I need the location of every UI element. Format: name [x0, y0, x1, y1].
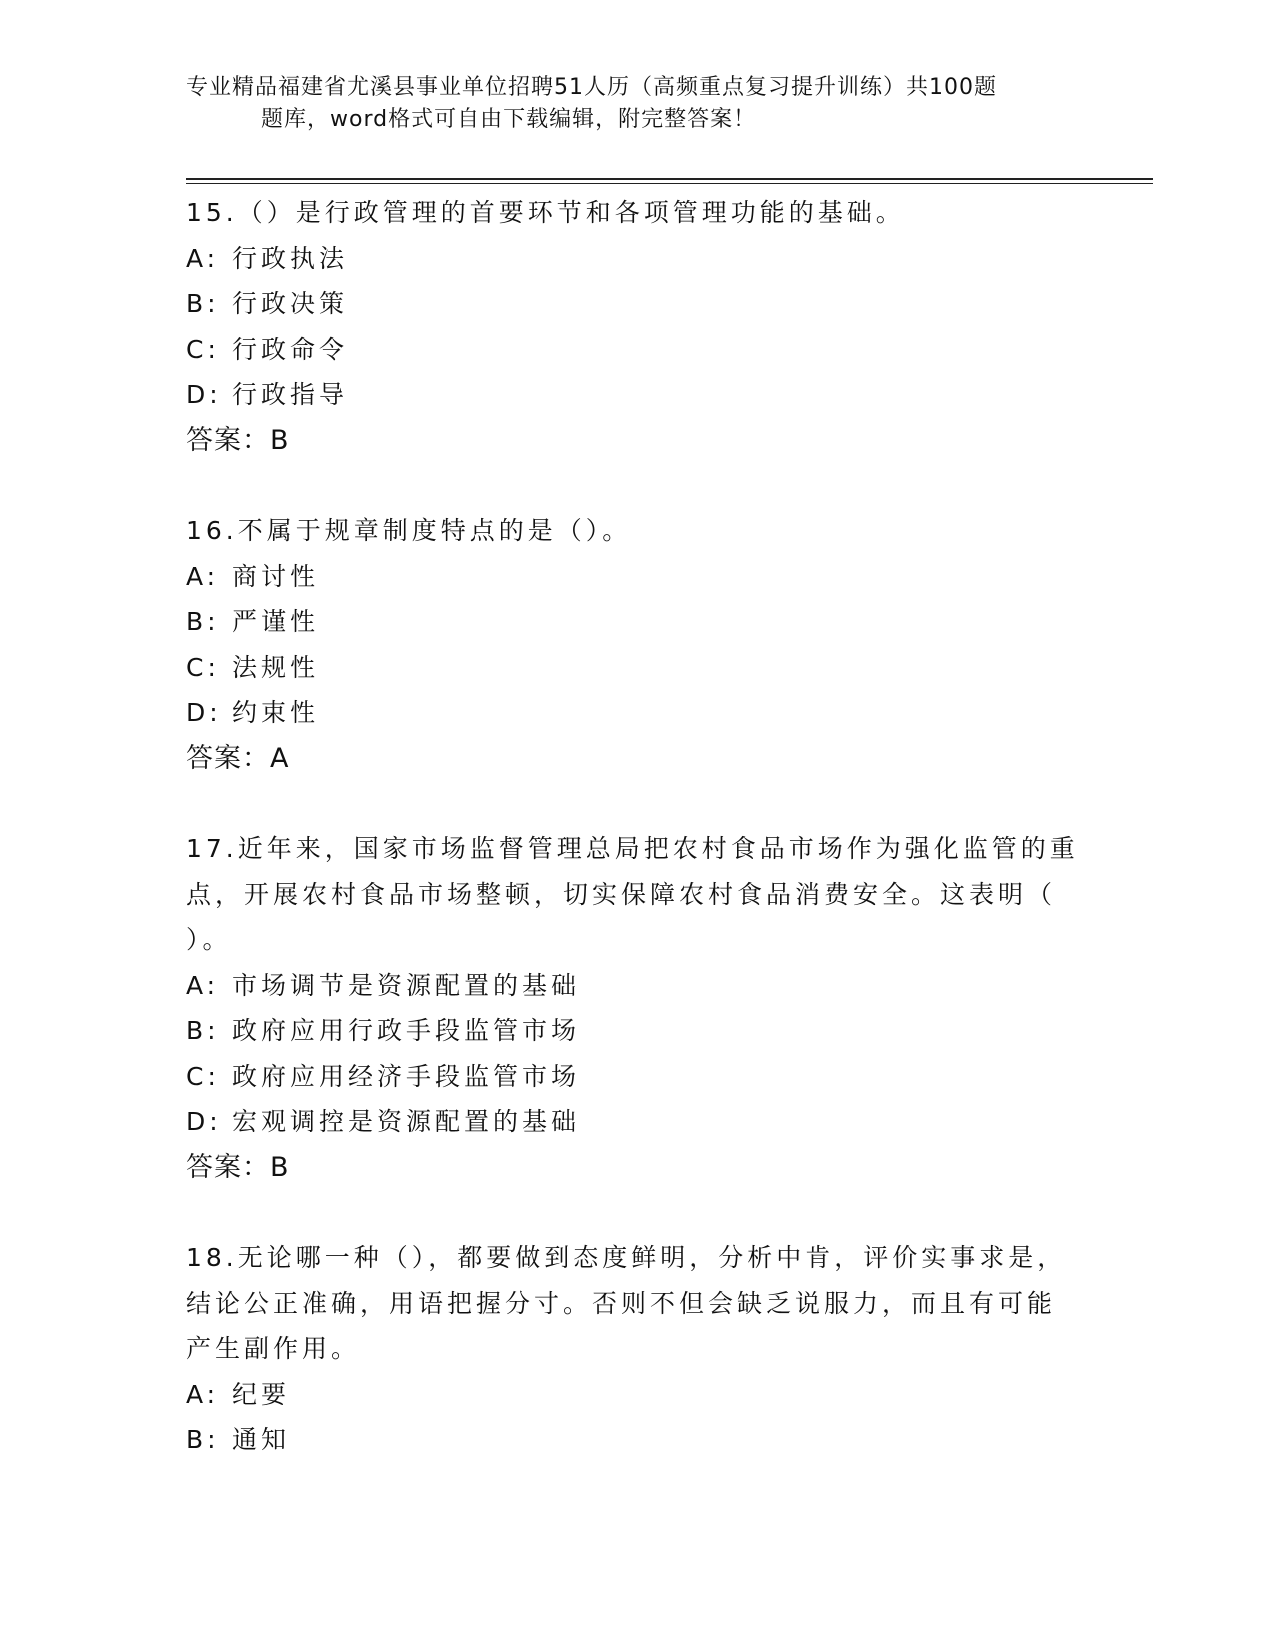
header-title-line2: 题库，word格式可自由下载编辑，附完整答案！	[261, 107, 757, 132]
option-text: 通知	[232, 1425, 291, 1454]
option-text: 严谨性	[232, 607, 320, 636]
option-c	[186, 645, 1086, 691]
option-text: 行政命令	[232, 334, 349, 364]
question-number: 17.	[186, 834, 238, 863]
question-stem	[186, 826, 1086, 963]
option-key: D:	[186, 380, 222, 409]
question-stem	[186, 508, 1086, 554]
question-stem-line	[186, 1235, 1086, 1281]
question-17	[186, 826, 1086, 1190]
option-b	[186, 281, 1086, 327]
question-15	[186, 190, 1086, 463]
question-stem-line	[186, 826, 1086, 872]
option-key: B:	[186, 1016, 220, 1045]
option-d	[186, 1099, 1086, 1145]
option-key: B:	[186, 607, 220, 636]
option-text: 市场调节是资源配置的基础	[232, 970, 581, 1000]
document-header	[186, 72, 1086, 136]
option-c	[186, 327, 1086, 373]
option-text: 法规性	[232, 652, 320, 682]
header-title-line1: 专业精品福建省尤溪县事业单位招聘51人历（高频重点复习提升训练）共100题	[186, 75, 997, 100]
option-text: 约束性	[232, 698, 320, 727]
option-b	[186, 1417, 1086, 1463]
header-rule-thick	[186, 178, 1153, 180]
option-key: A:	[186, 561, 220, 591]
option-d	[186, 690, 1086, 736]
question-stem-line: （）是行政管理的首要环节和各项管理功能的基础。	[237, 198, 905, 227]
option-d	[186, 372, 1086, 418]
option-key: C:	[186, 334, 220, 364]
question-stem-text: 近年来，国家市场监督管理总局把农村食品市场作为强化监管的重	[237, 834, 1079, 863]
option-b	[186, 599, 1086, 645]
question-stem-line: 产生副作用。	[186, 1334, 361, 1363]
question-stem-line: 结论公正准确，用语把握分寸。否则不但会缺乏说服力，而且有可能	[186, 1288, 1057, 1318]
question-stem	[186, 1235, 1086, 1372]
option-key: A:	[186, 243, 220, 273]
option-key: A:	[186, 1379, 220, 1409]
option-text: 宏观调控是资源配置的基础	[232, 1107, 581, 1136]
option-key: B:	[186, 1425, 220, 1454]
answer-label: 答案：A	[186, 742, 290, 774]
option-text: 行政指导	[232, 380, 349, 409]
answer-label: 答案：B	[186, 424, 290, 456]
option-key: A:	[186, 970, 220, 1000]
question-18	[186, 1235, 1086, 1463]
answer-label: 答案：B	[186, 1151, 290, 1183]
question-stem-text: 无论哪一种（），都要做到态度鲜明，分析中肯，评价实事求是，	[237, 1243, 1067, 1272]
option-a	[186, 554, 1086, 600]
option-a	[186, 236, 1086, 282]
option-key: C:	[186, 1061, 220, 1091]
option-text: 商讨性	[232, 561, 320, 591]
question-stem-line: ）。	[186, 925, 232, 954]
option-b	[186, 1008, 1086, 1054]
option-key: C:	[186, 652, 220, 682]
option-text: 政府应用经济手段监管市场	[232, 1061, 581, 1091]
option-a	[186, 963, 1086, 1009]
question-number: 16.	[186, 516, 238, 545]
option-text: 行政执法	[232, 243, 349, 273]
question-16	[186, 508, 1086, 781]
option-key: B:	[186, 289, 220, 318]
question-list	[186, 190, 1086, 1508]
option-c	[186, 1054, 1086, 1100]
option-a	[186, 1372, 1086, 1418]
question-stem-line: 不属于规章制度特点的是（）。	[237, 516, 632, 545]
question-stem-line: 点，开展农村食品市场整顿，切实保障农村食品消费安全。这表明（	[186, 879, 1057, 909]
option-key: D:	[186, 1107, 222, 1136]
option-text: 行政决策	[232, 289, 349, 318]
question-stem	[186, 190, 1086, 236]
question-number: 18.	[186, 1243, 238, 1272]
option-text: 纪要	[232, 1379, 291, 1409]
option-key: D:	[186, 698, 222, 727]
option-text: 政府应用行政手段监管市场	[232, 1016, 581, 1045]
question-number: 15.	[186, 198, 238, 227]
header-rule-thin	[186, 183, 1153, 184]
